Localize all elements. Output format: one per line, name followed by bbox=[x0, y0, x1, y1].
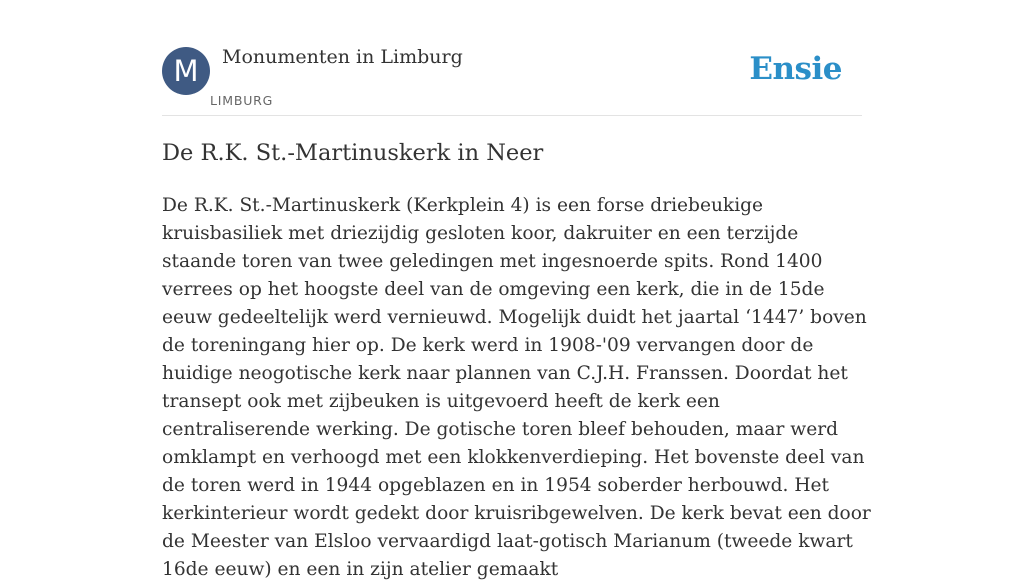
book-title-link[interactable]: Monumenten in Limburg bbox=[222, 46, 463, 68]
region-label[interactable]: LIMBURG bbox=[210, 93, 274, 108]
article-body: De R.K. St.-Martinuskerk (Kerkplein 4) is een forse driebeukige kruisbasiliek met driezijdig gesloten koor, dakruiter en een terzijde staande toren van twee geledingen met ingesnoerde spits. Rond 1400 verrees op het hoogste deel van de omgeving een kerk, die in de 15de eeuw gedeeltelijk werd vernieuwd. Mogelijk duidt het jaartal ‘1447’ boven de toreningang hier op. De kerk werd in 1908-'09 vervangen door de huidige neogotische kerk naar plannen van C.J.H. Franssen. Doordat het transept ook met zijbeuken is uitgevoerd heeft de kerk een centraliserende werking. De gotische toren bleef behouden, maar werd omklampt en verhoogd met een klokkenverdieping. Het bovenste deel van de toren werd in 1944 opgeblazen en in 1954 soberder herbouwd. Het kerkinterieur wordt gedekt door kruisribgewelven. De kerk bevat een door de Meester van Elsloo vervaardigd laat-gotisch Marianum (tweede kwart 16de eeuw) en een in zijn atelier gemaakt bbox=[162, 195, 871, 580]
article-title: De R.K. St.-Martinuskerk in Neer bbox=[162, 140, 544, 166]
book-avatar[interactable]: M bbox=[162, 47, 210, 95]
ensie-logo[interactable]: Ensie bbox=[749, 51, 842, 87]
header-divider bbox=[162, 115, 862, 116]
site-header bbox=[162, 46, 862, 115]
